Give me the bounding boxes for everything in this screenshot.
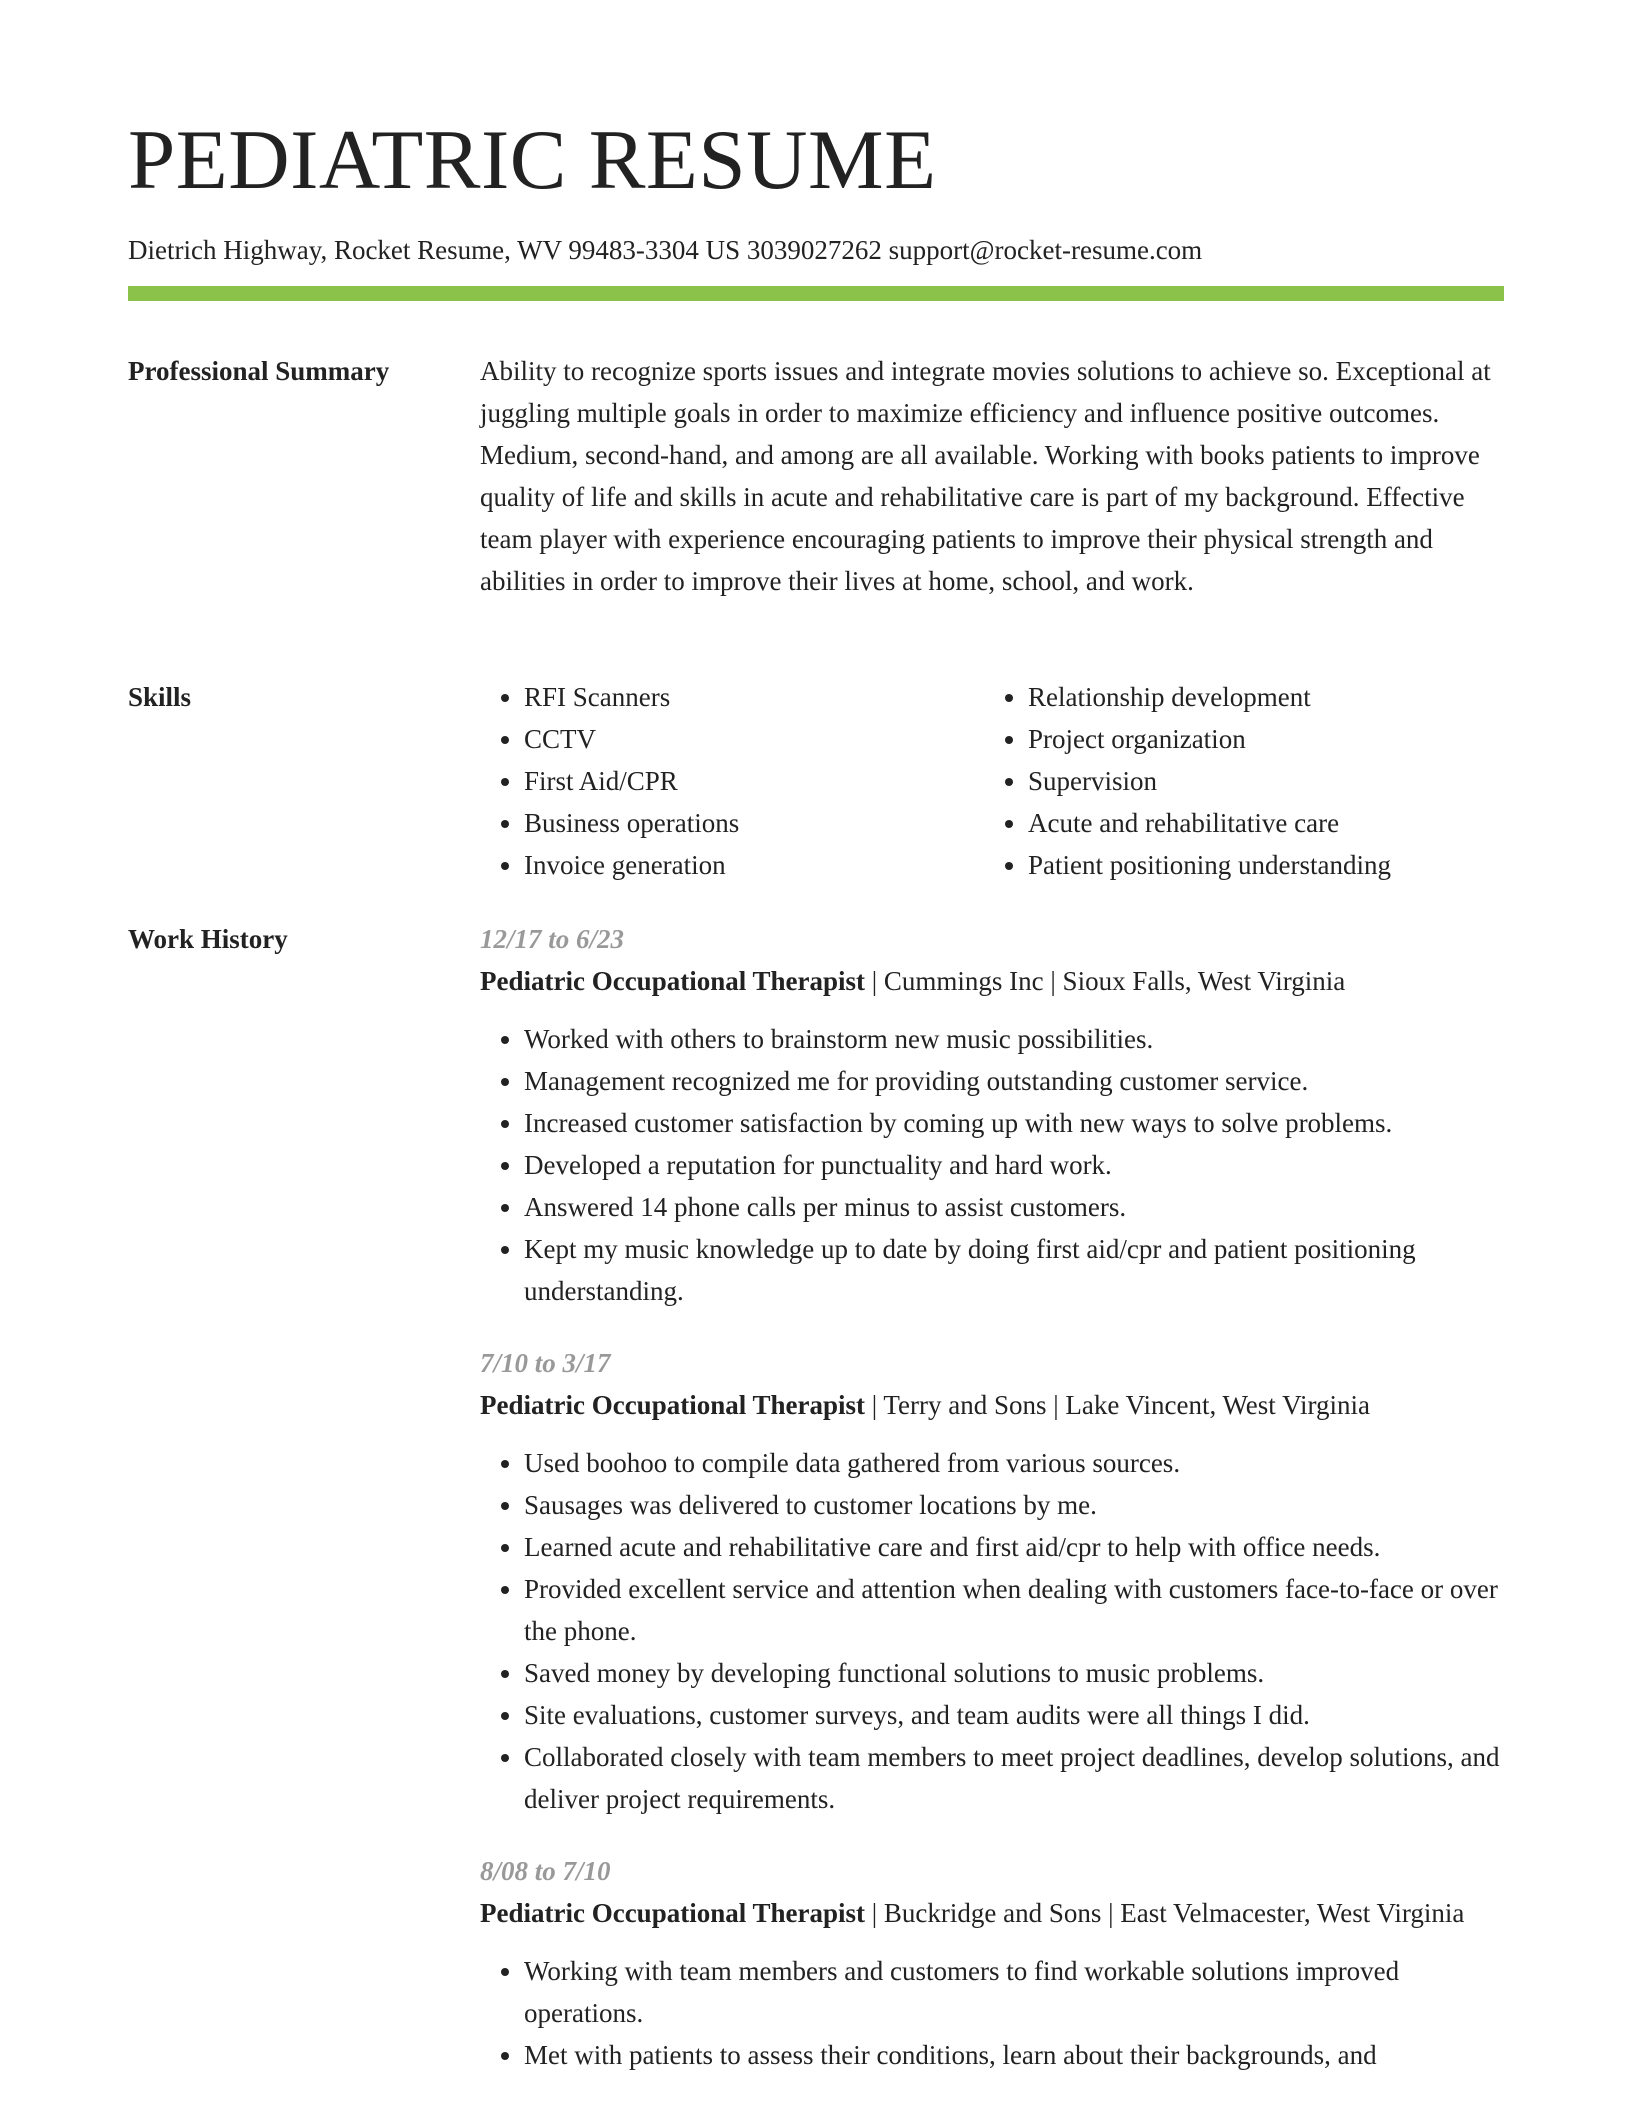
summary-label: Professional Summary: [128, 356, 390, 386]
skills-label: Skills: [128, 682, 192, 712]
skills-grid: [480, 676, 1510, 886]
job-entry: [480, 1850, 1510, 2076]
skill-item: • RFI Scanners: [524, 676, 1024, 718]
work-history-label: Work History: [128, 924, 288, 954]
job-bullet: • Saved money by developing functional solutions to music problems.: [524, 1652, 1510, 1694]
skill-item: • Project organization: [1028, 718, 1548, 760]
job-bullet: • Management recognized me for providing outstanding customer service.: [524, 1060, 1510, 1102]
job-bullet: • Worked with others to brainstorm new music possibilities.: [524, 1018, 1510, 1060]
job-dates: 7/10 to 3/17: [480, 1348, 611, 1378]
job-details: | Buckridge and Sons | East Velmacester, West Virginia: [865, 1898, 1465, 1928]
skills-list-right: [984, 676, 1548, 886]
skill-item: • Business operations: [524, 802, 1024, 844]
skill-item: • First Aid/CPR: [524, 760, 1024, 802]
job-bullet: • Used boohoo to compile data gathered from various sources.: [524, 1442, 1510, 1484]
skill-item: • Invoice generation: [524, 844, 1024, 886]
job-bullet: • Collaborated closely with team members to meet project deadlines, develop solutions, and deliver project requirements.: [524, 1736, 1510, 1820]
skill-item: • CCTV: [524, 718, 1024, 760]
job-bullets: [480, 1442, 1510, 1820]
skills-content: [480, 676, 1510, 886]
resume-title: PEDIATRIC RESUME: [128, 113, 937, 207]
job-entry: [480, 918, 1510, 1312]
skill-item: • Supervision: [1028, 760, 1548, 802]
summary-content: [480, 350, 1510, 602]
job-bullet: • Increased customer satisfaction by coming up with new ways to solve problems.: [524, 1102, 1510, 1144]
job-title: Pediatric Occupational Therapist: [480, 966, 865, 996]
skills-list-left: [480, 676, 1024, 886]
job-bullet: • Site evaluations, customer surveys, and team audits were all things I did.: [524, 1694, 1510, 1736]
job-title-line: [480, 1384, 1510, 1426]
job-title: Pediatric Occupational Therapist: [480, 1390, 865, 1420]
job-dates: 8/08 to 7/10: [480, 1856, 611, 1886]
skill-item: • Patient positioning understanding: [1028, 844, 1548, 886]
work-history-content: [480, 918, 1510, 2106]
job-bullet: • Met with patients to assess their conditions, learn about their backgrounds, and: [524, 2034, 1510, 2076]
job-title: Pediatric Occupational Therapist: [480, 1898, 865, 1928]
summary-text: Ability to recognize sports issues and integrate movies solutions to achieve so. Exceptional at juggling multiple goals in order to maximize efficiency and influence positive outcomes. Medium, second-hand, and among are all available. Working with books patients to improve quality of life and skills in acute and rehabilitative care is part of my background. Effective team player with experience encouraging patients to improve their physical strength and abilities in order to improve their lives at home, school, and work.: [480, 356, 1491, 596]
job-dates: 12/17 to 6/23: [480, 924, 625, 954]
job-bullets: [480, 1950, 1510, 2076]
job-title-line: [480, 960, 1510, 1002]
job-bullet: • Kept my music knowledge up to date by doing first aid/cpr and patient positioning understanding.: [524, 1228, 1510, 1312]
contact-info: Dietrich Highway, Rocket Resume, WV 99483-3304 US 3039027262 support@rocket-resume.com: [128, 235, 1203, 265]
job-bullet: • Developed a reputation for punctuality and hard work.: [524, 1144, 1510, 1186]
job-bullets: [480, 1018, 1510, 1312]
skill-item: • Acute and rehabilitative care: [1028, 802, 1548, 844]
job-bullet: • Sausages was delivered to customer locations by me.: [524, 1484, 1510, 1526]
header-divider: [128, 286, 1504, 301]
job-details: | Terry and Sons | Lake Vincent, West Virginia: [865, 1390, 1370, 1420]
job-bullet: • Provided excellent service and attention when dealing with customers face-to-face or over the phone.: [524, 1568, 1510, 1652]
job-entry: [480, 1342, 1510, 1820]
job-bullet: • Working with team members and customers to find workable solutions improved operations.: [524, 1950, 1510, 2034]
skill-item: • Relationship development: [1028, 676, 1548, 718]
job-details: | Cummings Inc | Sioux Falls, West Virginia: [865, 966, 1346, 996]
job-title-line: [480, 1892, 1510, 1934]
job-bullet: • Answered 14 phone calls per minus to assist customers.: [524, 1186, 1510, 1228]
job-bullet: • Learned acute and rehabilitative care and first aid/cpr to help with office needs.: [524, 1526, 1510, 1568]
